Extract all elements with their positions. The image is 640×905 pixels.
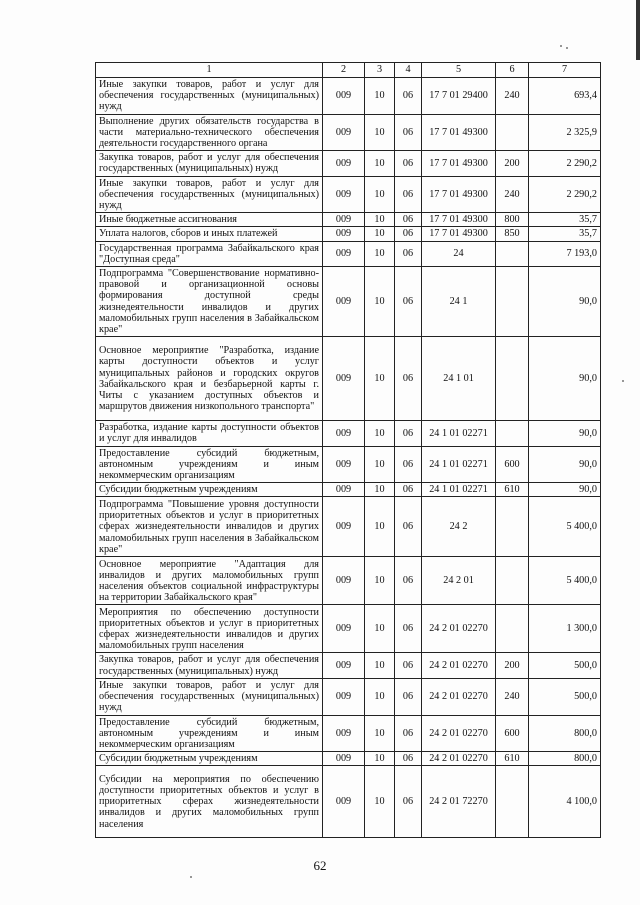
row-ministry: 009 [323,227,365,241]
table-row [96,497,601,557]
row-amount: 35,7 [529,213,601,227]
row-ministry: 009 [323,151,365,176]
row-subsection: 06 [395,227,422,241]
row-ministry: 009 [323,176,365,213]
row-section: 10 [365,557,395,605]
row-ministry: 009 [323,678,365,715]
table-row [96,337,601,421]
row-target-article: 24 2 01 02270 [422,653,496,678]
table-row [96,176,601,213]
scan-speck [566,47,568,49]
page-number: 62 [313,858,327,873]
row-section: 10 [365,446,395,483]
row-ministry: 009 [323,715,365,752]
row-amount: 7 193,0 [529,241,601,266]
row-target-article: 24 1 01 [422,337,496,421]
row-name: Основное мероприятие "Разработка, издание карты доступности объектов и услуг муниципальных районов и городских округов Забайкальского края и безбарьерной карты г. Читы с указанием доступных объектов и маршрутов движения низкопольного транспорта" [96,337,323,421]
row-section: 10 [365,421,395,446]
table-header-row [96,63,601,78]
row-target-article: 24 2 01 02270 [422,752,496,766]
row-name: Субсидии бюджетным учреждениям [96,483,323,497]
row-expense-type [496,241,529,266]
row-ministry: 009 [323,653,365,678]
row-name: Выполнение других обязательств государства в части материально-технического обеспечения деятельности государственного органа [96,114,323,151]
row-amount: 90,0 [529,421,601,446]
row-ministry: 009 [323,483,365,497]
row-target-article: 24 1 01 02271 [422,483,496,497]
row-amount: 500,0 [529,678,601,715]
row-amount: 2 290,2 [529,151,601,176]
row-ministry: 009 [323,267,365,337]
row-name: Предоставление субсидий бюджетным, автономным учреждениям и иным некоммерческим организациям [96,715,323,752]
row-section: 10 [365,227,395,241]
row-ministry: 009 [323,605,365,653]
table-row [96,678,601,715]
row-section: 10 [365,176,395,213]
row-expense-type: 240 [496,78,529,115]
table-row [96,114,601,151]
row-target-article: 24 2 01 02270 [422,605,496,653]
row-ministry: 009 [323,752,365,766]
row-subsection: 06 [395,446,422,483]
row-section: 10 [365,151,395,176]
row-section: 10 [365,213,395,227]
row-name: Иные бюджетные ассигнования [96,213,323,227]
row-expense-type [496,114,529,151]
table-row [96,267,601,337]
row-section: 10 [365,267,395,337]
row-expense-type [496,337,529,421]
column-header: 7 [529,63,601,78]
row-name: Основное мероприятие "Адаптация для инвалидов и других маломобильных групп населения объектов социальной инфраструктуры на территории Забайкальского края" [96,557,323,605]
row-subsection: 06 [395,267,422,337]
row-subsection: 06 [395,715,422,752]
row-amount: 693,4 [529,78,601,115]
table-row [96,421,601,446]
row-name: Закупка товаров, работ и услуг для обеспечения государственных (муниципальных) нужд [96,653,323,678]
row-ministry: 009 [323,421,365,446]
column-header: 6 [496,63,529,78]
column-header: 2 [323,63,365,78]
row-expense-type [496,497,529,557]
row-amount: 800,0 [529,715,601,752]
column-header: 3 [365,63,395,78]
table-row [96,752,601,766]
table-row [96,766,601,838]
row-section: 10 [365,752,395,766]
row-ministry: 009 [323,497,365,557]
row-ministry: 009 [323,557,365,605]
row-name: Иные закупки товаров, работ и услуг для обеспечения государственных (муниципальных) нужд [96,78,323,115]
row-expense-type: 200 [496,151,529,176]
row-amount: 90,0 [529,446,601,483]
row-amount: 800,0 [529,752,601,766]
row-target-article: 24 2 01 02270 [422,678,496,715]
row-ministry: 009 [323,766,365,838]
row-subsection: 06 [395,241,422,266]
row-name: Иные закупки товаров, работ и услуг для обеспечения государственных (муниципальных) нужд [96,678,323,715]
row-amount: 1 300,0 [529,605,601,653]
row-subsection: 06 [395,497,422,557]
row-target-article: 17 7 01 49300 [422,213,496,227]
table-row [96,227,601,241]
column-header: 5 [422,63,496,78]
row-expense-type: 200 [496,653,529,678]
row-name: Уплата налогов, сборов и иных платежей [96,227,323,241]
row-ministry: 009 [323,241,365,266]
row-subsection: 06 [395,176,422,213]
column-header: 4 [395,63,422,78]
row-expense-type: 240 [496,176,529,213]
row-amount: 90,0 [529,483,601,497]
row-amount: 5 400,0 [529,497,601,557]
row-section: 10 [365,653,395,678]
row-target-article: 24 2 01 [422,557,496,605]
table-row [96,151,601,176]
row-section: 10 [365,715,395,752]
row-name: Субсидии на мероприятия по обеспечению доступности приоритетных объектов и услуг в приоритетных сферах жизнедеятельности инвалидов и других маломобильных групп населения [96,766,323,838]
row-amount: 2 290,2 [529,176,601,213]
row-section: 10 [365,337,395,421]
row-expense-type: 800 [496,213,529,227]
row-ministry: 009 [323,78,365,115]
row-expense-type [496,557,529,605]
row-target-article: 24 2 [422,497,496,557]
row-name: Государственная программа Забайкальского края "Доступная среда" [96,241,323,266]
row-amount: 5 400,0 [529,557,601,605]
row-expense-type [496,267,529,337]
row-expense-type [496,421,529,446]
row-expense-type [496,605,529,653]
table-row [96,483,601,497]
row-ministry: 009 [323,213,365,227]
row-subsection: 06 [395,678,422,715]
row-section: 10 [365,605,395,653]
row-target-article: 24 1 01 02271 [422,446,496,483]
row-section: 10 [365,78,395,115]
row-subsection: 06 [395,766,422,838]
row-name: Подпрограмма "Повышение уровня доступности приоритетных объектов и услуг в приоритетных сферах жизнедеятельности инвалидов и других маломобильных групп населения в Забайкальском крае" [96,497,323,557]
row-section: 10 [365,483,395,497]
row-amount: 500,0 [529,653,601,678]
row-section: 10 [365,241,395,266]
row-target-article: 24 2 01 02270 [422,715,496,752]
row-expense-type: 240 [496,678,529,715]
row-target-article: 17 7 01 29400 [422,78,496,115]
row-name: Закупка товаров, работ и услуг для обеспечения государственных (муниципальных) нужд [96,151,323,176]
row-name: Подпрограмма "Совершенствование нормативно-правовой и организационной основы формирования доступной среды жизнедеятельности инвалидов и других маломобильных групп населения в Забайкальском крае" [96,267,323,337]
row-subsection: 06 [395,337,422,421]
row-target-article: 17 7 01 49300 [422,151,496,176]
row-target-article: 17 7 01 49300 [422,227,496,241]
row-name: Мероприятия по обеспечению доступности приоритетных объектов и услуг в приоритетных сферах жизнедеятельности инвалидов и других маломобильных групп населения [96,605,323,653]
row-target-article: 24 [422,241,496,266]
row-section: 10 [365,766,395,838]
row-amount: 4 100,0 [529,766,601,838]
row-subsection: 06 [395,752,422,766]
row-subsection: 06 [395,151,422,176]
row-subsection: 06 [395,421,422,446]
row-amount: 90,0 [529,267,601,337]
row-target-article: 24 1 01 02271 [422,421,496,446]
row-target-article: 17 7 01 49300 [422,114,496,151]
row-subsection: 06 [395,213,422,227]
row-ministry: 009 [323,114,365,151]
row-subsection: 06 [395,653,422,678]
scan-speck [190,876,192,878]
table-row [96,213,601,227]
row-expense-type: 610 [496,752,529,766]
table-row [96,557,601,605]
table-row [96,653,601,678]
row-expense-type: 600 [496,446,529,483]
row-subsection: 06 [395,114,422,151]
row-section: 10 [365,114,395,151]
column-header: 1 [96,63,323,78]
row-expense-type: 850 [496,227,529,241]
row-amount: 35,7 [529,227,601,241]
row-ministry: 009 [323,446,365,483]
table-row [96,605,601,653]
row-expense-type: 600 [496,715,529,752]
table-row [96,446,601,483]
row-target-article: 24 2 01 72270 [422,766,496,838]
row-name: Субсидии бюджетным учреждениям [96,752,323,766]
budget-table [95,62,601,838]
scan-speck [560,45,562,47]
row-subsection: 06 [395,557,422,605]
row-subsection: 06 [395,483,422,497]
row-subsection: 06 [395,78,422,115]
row-section: 10 [365,497,395,557]
row-target-article: 24 1 [422,267,496,337]
table-row [96,715,601,752]
row-name: Разработка, издание карты доступности объектов и услуг для инвалидов [96,421,323,446]
row-subsection: 06 [395,605,422,653]
row-expense-type: 610 [496,483,529,497]
row-name: Иные закупки товаров, работ и услуг для обеспечения государственных (муниципальных) нужд [96,176,323,213]
scan-speck [622,380,624,382]
table-row [96,78,601,115]
table-row [96,241,601,266]
scan-edge [636,0,640,60]
row-amount: 2 325,9 [529,114,601,151]
row-ministry: 009 [323,337,365,421]
row-expense-type [496,766,529,838]
row-target-article: 17 7 01 49300 [422,176,496,213]
row-section: 10 [365,678,395,715]
row-amount: 90,0 [529,337,601,421]
row-name: Предоставление субсидий бюджетным, автономным учреждениям и иным некоммерческим организациям [96,446,323,483]
